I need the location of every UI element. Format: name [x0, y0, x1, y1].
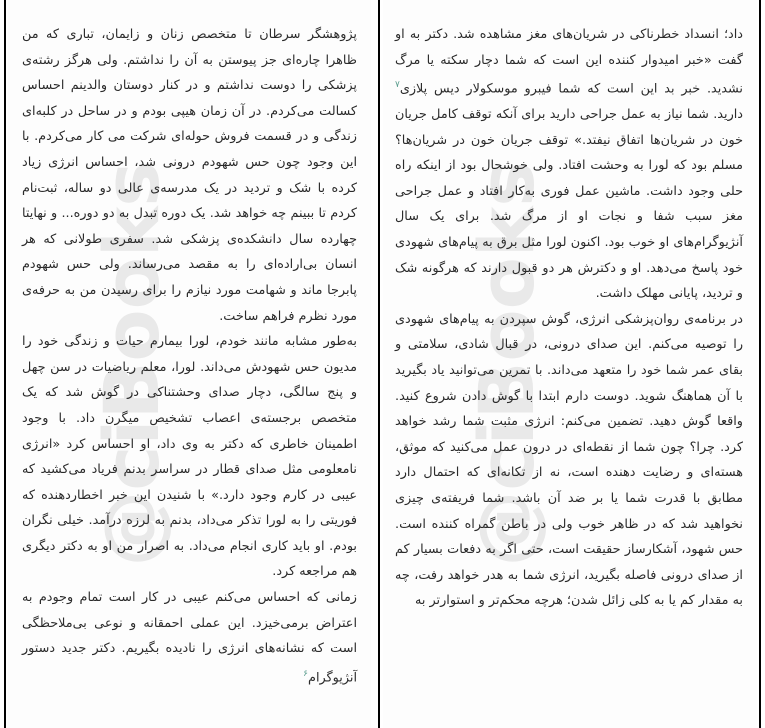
- page-gutter: [378, 0, 380, 728]
- left-page: [8, 0, 371, 728]
- paragraph-text: زمانی که احساس می‌کنم عیبی در کار است تمام وجودم به اعتراض برمی‌خیزد. این عملی احمقانه و نوعی بی‌ملاحظگی است که نشانه‌های انرژی را نادیده بگیریم. دکتر جدید دستور آنژیوگرام: [22, 590, 357, 686]
- right-page: [383, 0, 757, 728]
- watermark-text: @ciBooks: [87, 161, 176, 567]
- page-edge-right: [759, 0, 761, 728]
- footnote-marker[interactable]: ۷: [395, 80, 400, 91]
- paragraph-text: دارید. شما نیاز به عمل جراحی دارید برای آنکه توقف کامل جریان خون در شریان‌ها اتفاق نیفتد.» توقف جریان خون در شریان‌ها؟ مسلم بود که لورا به وحشت افتاد. ولی خوشحال بود از اینکه راه حلی وجود داشت. ماشین عمل فوری به‌کار افتاد و عمل جراحی مغز سبب شفا و نجات او از مرگ شد. برای یک سال آنژیوگرام‌های او خوب بود. اکنون لورا مثل برق به پیام‌های شهودی خود پاسخ می‌دهد. او و دکترش هر دو قبول دارند که هرگونه شک و تردید، پایانی مهلک داشت.: [395, 107, 743, 302]
- paragraph: در برنامه‌ی روان‌پزشکی انرژی، گوش سپردن به پیام‌های شهودی را توصیه می‌کنم. این صدای درونی، در قبال شادی، سلامتی و بقای عمر شما خود را متعهد می‌داند. با تمرین می‌توانید یاد بگیرید با آن هماهنگ شوید. دوست دارم ابتدا با گوش دادن شروع کنید. واقعا گوش دهید. تضمین می‌کنم: انرژی مثبت شما رشد خواهد کرد. چرا؟ چون شما از نقطه‌ای در درون عمل می‌کنید که موثق، هسته‌ای و رضایت دهنده است، نه از تکانه‌ای که احتمال دارد مطابق با قدرت شما یا بر ضد آن باشد. شما فریفته‌ی چیزی نخواهید شد که در ظاهر خوب ولی در باطن گمراه کننده است. حس شهود، آشکارساز حقیقت است، حتی اگر به دفعات بسیار کم از صدای درونی فاصله بگیرید، انرژی شما به هدر خواهد رفت، چه به مقدار کم یا به کلی زائل شدن؛ هرچه محکم‌تر و استوارتر به: [395, 311, 743, 609]
- paragraph-text: داد؛ انسداد خطرناکی در شریان‌های مغز مشاهده شد. دکتر به او گفت «خبر امیدوار کننده این است که شما دچار سکته یا مرگ نشدید. خبر بد این است که شما فیبرو موسکولار دیس پلازی: [395, 27, 743, 97]
- paragraph: [22, 585, 357, 691]
- watermark-text: @ciBooks: [462, 161, 551, 567]
- left-page-text: [22, 22, 357, 691]
- page-edge-left: [4, 0, 6, 728]
- paragraph: پژوهشگر سرطان تا متخصص زنان و زایمان، تباری که من ظاهرا چاره‌ای جز پیوستن به آن را نداشتم. ولی هرگز رشته‌ی پزشکی را دوست نداشتم و در کنار دوستان والدینم احساس کسالت می‌کردم. در آن زمان هیپی بودم و در ساحل در کلبه‌ای زندگی و در قسمت فروش حوله‌ای شرکت می کار می‌کردم. با این وجود چون حس شهودم درونی شد، احساس انرژی زیاد کرده با شک و تردید در یک مدرسه‌ی عالی دو ساله، ثبت‌نام کردم تا ببینم چه خواهد شد. یک دوره تبدل به دو دوره... و نهایتا چهارده سال دانشکده‌ی پزشکی شد. سفری طولانی که هر انسان بی‌اراده‌ای را به مقصد می‌رساند. ولی حس شهودم پابرجا ماند و شهامت مورد نیازم را برای رسیدن من به حرفه‌ی مورد نظرم فراهم ساخت.: [22, 27, 357, 324]
- paragraph: به‌طور مشابه مانند خودم، لورا بیمارم حیات و زندگی خود را مدیون حس شهودش می‌داند. لورا، معلم ریاضیات در سن چهل و پنج سالگی، دچار صدای وحشتناکی در گوش شد که یک متخصص برجسته‌ی اعصاب تشخیص میگرن داد. با وجود اطمینان خاطری که دکتر به وی داد، او احساس کرد «انرژی نامعلومی مثل صدای قطار در سراسر بدنم فریاد می‌کشید که عیبی در کارم وجود دارد.» با شنیدن این خبر اخطاردهنده که فوریتی را به لورا تذکر می‌داد، بدنم به لرزه درآمد. خیلی نگران بودم. او باید کاری انجام می‌داد. به اصرار من او به دکتر دیگری هم مراجعه کرد.: [22, 334, 357, 580]
- right-page-text: [395, 22, 743, 614]
- footnote-marker[interactable]: ۶: [303, 668, 309, 679]
- paragraph: [395, 22, 743, 307]
